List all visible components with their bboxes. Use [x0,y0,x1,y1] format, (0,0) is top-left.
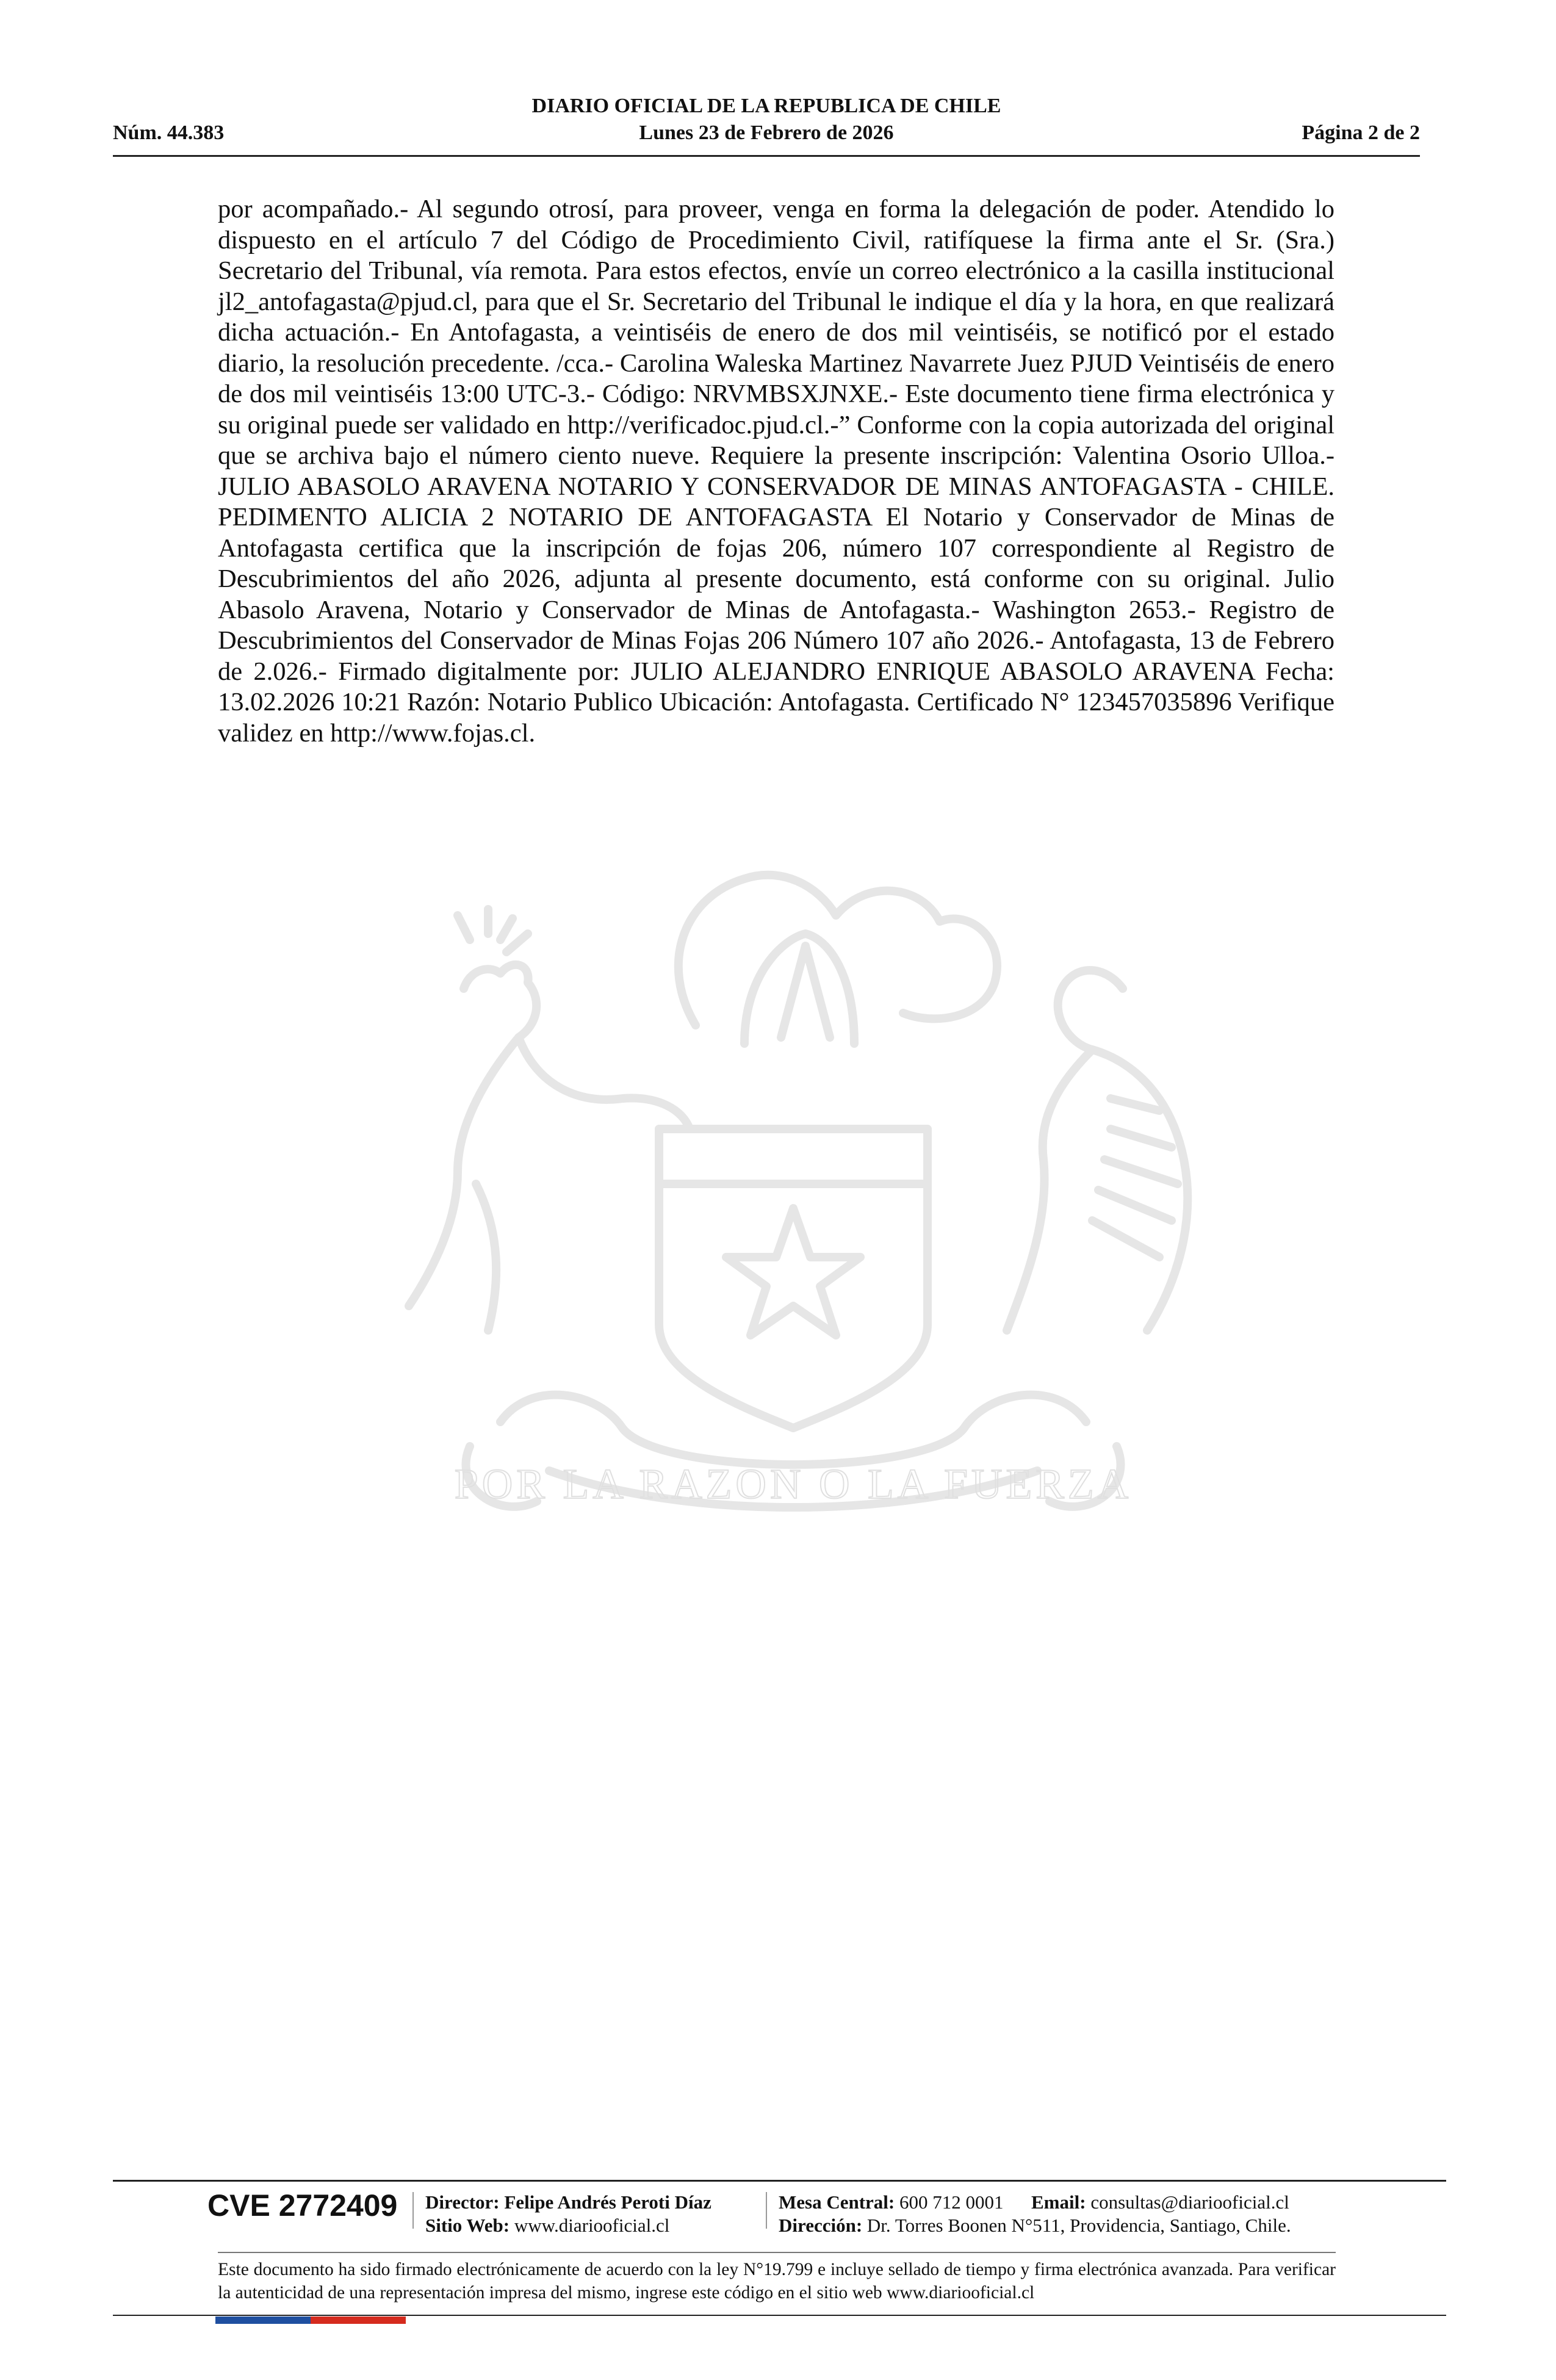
header-divider [113,155,1420,157]
coat-of-arms-motto: POR LA RAZON O LA FUERZA [454,1461,1133,1508]
director-label: Director: [425,2191,500,2213]
issue-date: Lunes 23 de Febrero de 2026 [639,121,894,144]
footer-separator [766,2192,767,2229]
email-link[interactable]: consultas@diariooficial.cl [1090,2191,1289,2213]
flag-red-segment [311,2317,406,2324]
document-body: por acompañado.- Al segundo otrosí, para proveer, venga en forma la delegación de poder. Atendido lo dispuesto en el artículo 7 del Código de Procedimiento Civil, ratifíquese la firma ante el Sr. (Sra.) Secretario del Tribunal, vía remota. Para estos efectos, envíe un correo electrónico a la casilla institucional jl2_antofagasta@pjud.cl, para que el Sr. Secretario del Tribunal le indique el día y la hora, en que realizará dicha actuación.- En Antofagasta, a veintiséis de enero de dos mil veintiséis, se notificó por el estado diario, la resolución precedente. /cca.- Carolina Waleska Martinez Navarrete Juez PJUD Veintiséis de enero de dos mil veintiséis 13:00 UTC-3.- Código: NRVMBSXJNXE.- Este documento tiene firma electrónica y su original puede ser validado en http://verificadoc.pjud.cl.-” Conforme con la copia autorizada del original que se archiva bajo el número ciento nueve. Requiere la presente inscripción: Valentina Osorio Ulloa.- JULIO ABASOLO ARAVENA NOTARIO Y CONSERVADOR DE MINAS ANTOFAGASTA - CHILE. PEDIMENTO ALICIA 2 NOTARIO DE ANTOFAGASTA El Notario y Conservador de Minas de Antofagasta certifica que la inscripción de fojas 206, número 107 correspondiente al Registro de Descubrimientos del año 2026, adjunta al presente documento, está conforme con su original. Julio Abasolo Aravena, Notario y Conservador de Minas de Antofagasta.- Washington 2653.- Registro de Descubrimientos del Conservador de Minas Fojas 206 Número 107 año 2026.- Antofagasta, 13 de Febrero de 2.026.- Firmado digitalmente por: JULIO ALEJANDRO ENRIQUE ABASOLO ARAVENA Fecha: 13.02.2026 10:21 Razón: Notario Publico Ubicación: Antofagasta. Certificado N° 123457035896 Verifique validez en http://www.fojas.cl. [218,195,1334,748]
footer-divider-middle [218,2252,1336,2253]
director-name: Felipe Andrés Peroti Díaz [504,2191,711,2213]
issue-number: Núm. 44.383 [113,121,225,144]
footer-contact-block [779,2191,1291,2237]
electronic-signature-note: Este documento ha sido firmado electrónicamente de acuerdo con la ley N°19.799 e incluye sellado de tiempo y firma electrónica avanzada. Para verificar la autenticidad de una representación impresa del mismo, ingrese este código en el sitio web www.diariooficial.cl [218,2260,1336,2302]
footer-separator [412,2192,414,2229]
flag-blue-segment [215,2317,311,2324]
address-text: Dr. Torres Boonen N°511, Providencia, Santiago, Chile. [866,2215,1291,2236]
email-label: Email: [1031,2191,1086,2213]
coat-of-arms-watermark-icon [317,842,1269,1648]
website-label: Sitio Web: [425,2215,510,2236]
mesa-central-label: Mesa Central: [779,2191,895,2213]
page-header [113,95,1420,156]
mesa-central-phone: 600 712 0001 [899,2191,1004,2213]
chile-flag-stripe [215,2317,406,2324]
footer-director-block [425,2191,711,2237]
footer-divider-bottom [113,2315,1446,2316]
newspaper-title: DIARIO OFICIAL DE LA REPUBLICA DE CHILE [531,95,1001,117]
address-label: Dirección: [779,2215,863,2236]
cve-code: CVE 2772409 [207,2188,398,2223]
website-link[interactable]: www.diariooficial.cl [514,2215,670,2236]
footer-divider-top [113,2180,1446,2182]
page-indicator: Página 2 de 2 [1302,121,1420,144]
